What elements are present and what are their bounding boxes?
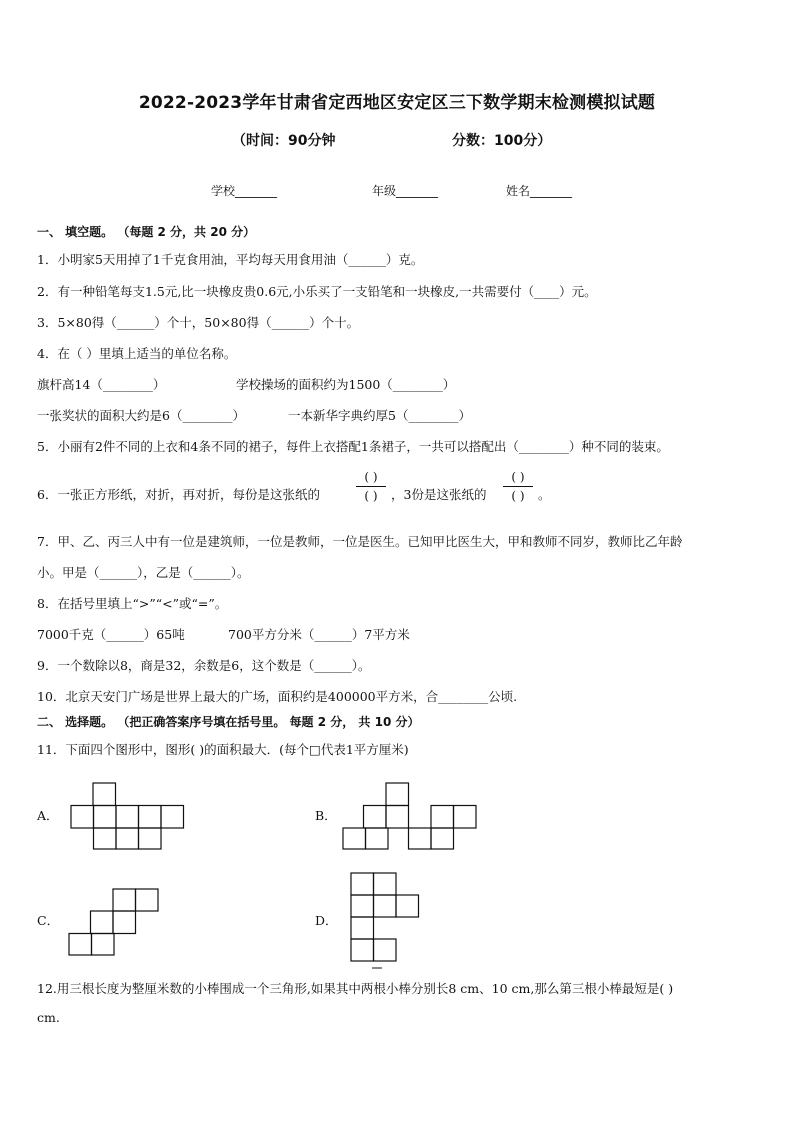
grid-square [161,806,184,829]
grid-square [116,806,139,829]
grid-square [366,828,389,849]
fraction-denominator: ( ) [511,489,525,503]
grid-square [374,873,397,895]
grid-square [136,889,159,911]
grid-square [91,911,114,934]
grid-square [454,806,477,829]
grid-square [69,934,92,956]
question-7-line-1: 7．甲、乙、丙三人中有一位是建筑师，一位是教师，一位是医生。已知甲比医生大，甲和教师不同岁，教师比乙年龄 [37,534,683,549]
grid-square [71,806,94,829]
grid-square [396,895,419,917]
question-12-line-1: 12.用三根长度为整厘米数的小棒围成一个三角形,如果其中两根小棒分别长8 cm、10 cm,那么第三根小棒最短是( ) [37,981,674,996]
fraction-blank-1 [356,469,386,504]
grid-square [116,828,139,849]
question-4-d: 一本新华字典约厚5（________） [288,408,471,423]
grid-square [374,939,397,961]
fraction-denominator: ( ) [364,489,378,503]
grid-square [94,828,117,849]
fraction-numerator: ( ) [364,470,378,484]
option-d-label: D． [315,913,338,928]
question-9: 9．一个数除以8，商是32，余数是6，这个数是（______）。 [37,658,371,673]
option-b-label: B． [315,808,337,823]
question-3: 3．5×80得（______）个十，50×80得（______）个十。 [37,315,360,330]
grid-square [139,806,162,829]
question-6-part-2: ，3份是这张纸的 [391,487,487,502]
grid-square [431,828,454,849]
grid-square [431,806,454,829]
question-5: 5．小丽有2件不同的上衣和4条不同的裙子，每件上衣搭配1条裙子，一共可以搭配出（________）种不同的装束。 [37,439,669,454]
grade-field: 年级_______ [372,184,439,198]
fraction-bar [356,486,386,487]
page-title: 2022-2023学年甘肃省定西地区安定区三下数学期末检测模拟试题 [138,93,656,113]
grid-square [113,911,136,934]
grid-square [113,889,136,911]
grid-square [351,939,374,961]
grid-square [343,828,366,849]
option-a-label: A． [37,808,59,823]
figure-c [68,888,162,956]
grid-square [94,806,117,829]
grid-square [374,895,397,917]
grid-square [351,873,374,895]
figure-d [350,872,422,970]
exam-score: 分数：100分） [452,133,552,149]
grid-square [386,783,409,806]
question-2: 2．有一种铅笔每支1.5元,比一块橡皮贵0.6元,小乐买了一支铅笔和一块橡皮,一共需要付（____）元。 [37,284,597,299]
question-10: 10．北京天安门广场是世界上最大的广场，面积约是400000平方米，合________公顷. [37,689,518,704]
figure-a [70,782,186,850]
fraction-numerator: ( ) [511,470,525,484]
fraction-bar [503,486,533,487]
grid-square [364,806,387,829]
grid-square [351,895,374,917]
section-fill-blank-heading: 一、 填空题。 （每题 2 分，共 20 分） [37,225,256,239]
question-8-a: 7000千克（______）65吨 [37,627,185,642]
question-11: 11．下面四个图形中，图形( )的面积最大．(每个□代表1平方厘米) [37,742,409,757]
name-field: 姓名_______ [506,184,573,198]
question-4: 4．在（ ）里填上适当的单位名称。 [37,346,237,361]
fraction-blank-2 [503,469,533,504]
figure-b [342,782,478,850]
grid-square [139,828,162,849]
grid-square [93,783,116,806]
grid-square [409,828,432,849]
grid-square [386,806,409,829]
question-1: 1．小明家5天用掉了1千克食用油，平均每天用食用油（______）克。 [37,252,424,267]
school-field: 学校_______ [211,184,278,198]
question-8-b: 700平方分米（______）7平方米 [228,627,410,642]
question-7-line-2: 小。甲是（______），乙是（______）。 [37,565,250,580]
question-6-part-1: 6．一张正方形纸，对折，再对折，每份是这张纸的 [37,487,320,502]
question-4-c: 一张奖状的面积大约是6（________） [37,408,245,423]
grid-square [351,917,374,939]
option-c-label: C． [37,913,60,928]
question-4-b: 学校操场的面积约为1500（________） [236,377,456,392]
section-choice-heading: 二、 选择题。 （把正确答案序号填在括号里。 每题 2 分， 共 10 分） [37,715,420,729]
grid-square [92,934,115,956]
question-4-a: 旗杆高14（________） [37,377,166,392]
question-8: 8．在括号里填上“>”“<”或“=”。 [37,596,228,611]
exam-time: （时间：90分钟 [232,133,336,149]
question-12-line-2: cm. [37,1010,60,1025]
question-6-part-3: 。 [538,487,551,502]
